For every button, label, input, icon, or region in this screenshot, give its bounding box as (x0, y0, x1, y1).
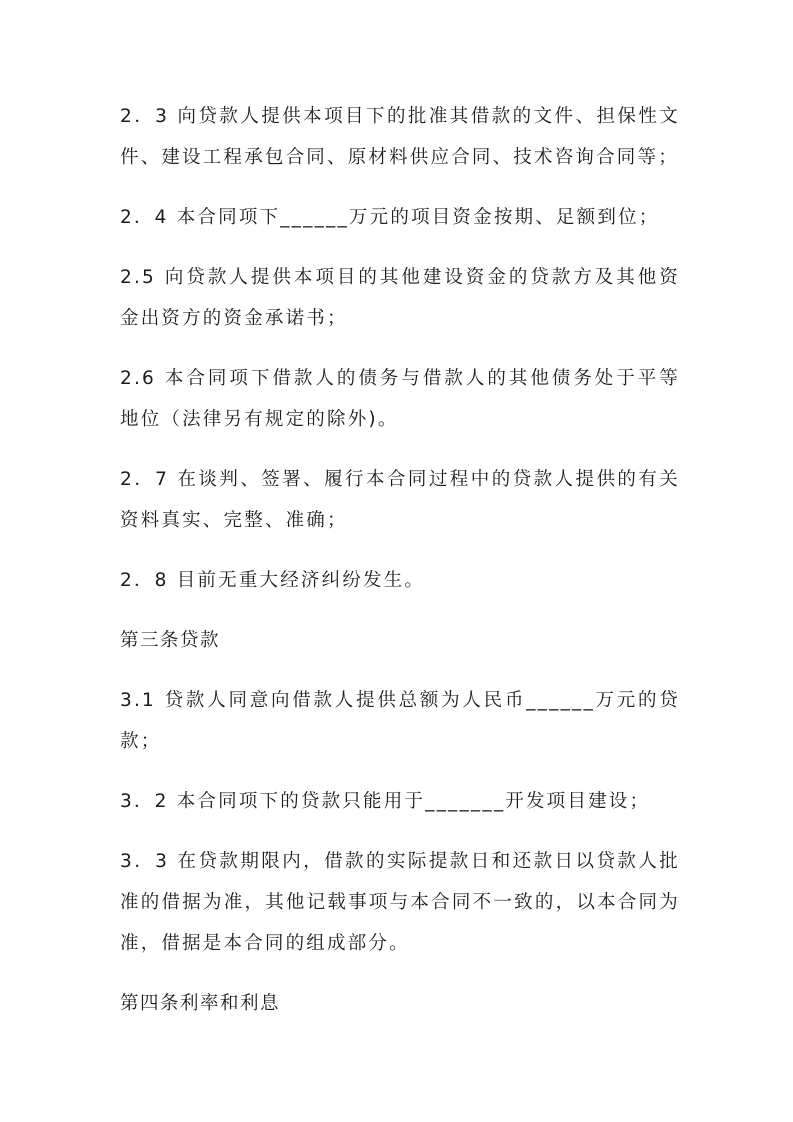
clause-2-5: 2.5 向贷款人提供本项目的其他建设资金的贷款方及其他资金出资方的资金承诺书； (120, 267, 680, 329)
clause-2-3: 2．3 向贷款人提供本项目下的批准其借款的文件、担保性文件、建设工程承包合同、原材料供应合同、技术咨询合同等； (120, 106, 680, 168)
clause-3-2: 3．2 本合同项下的贷款只能用于_______开发项目建设； (120, 791, 651, 812)
clause-2-4: 2．4 本合同项下______万元的项目资金按期、足额到位； (120, 207, 660, 228)
clause-2-8: 2．8 目前无重大经济纠纷发生。 (120, 570, 426, 591)
clause-2-7: 2．7 在谈判、签署、履行本合同过程中的贷款人提供的有关资料真实、完整、准确； (120, 469, 680, 531)
clause-3-3: 3．3 在贷款期限内，借款的实际提款日和还款日以贷款人批准的借据为准，其他记载事项与本合同不一致的，以本合同为准，借据是本合同的组成部分。 (120, 851, 680, 954)
clause-2-6: 2.6 本合同项下借款人的债务与借款人的其他债务处于平等地位（法律另有规定的除外)。 (120, 368, 680, 430)
clause-3-1: 3.1 贷款人同意向借款人提供总额为人民币______万元的贷款； (120, 690, 680, 752)
section-heading-article-4: 第四条利率和利息 (120, 993, 281, 1014)
section-heading-article-3: 第三条贷款 (120, 630, 221, 651)
document-page (120, 96, 680, 1043)
